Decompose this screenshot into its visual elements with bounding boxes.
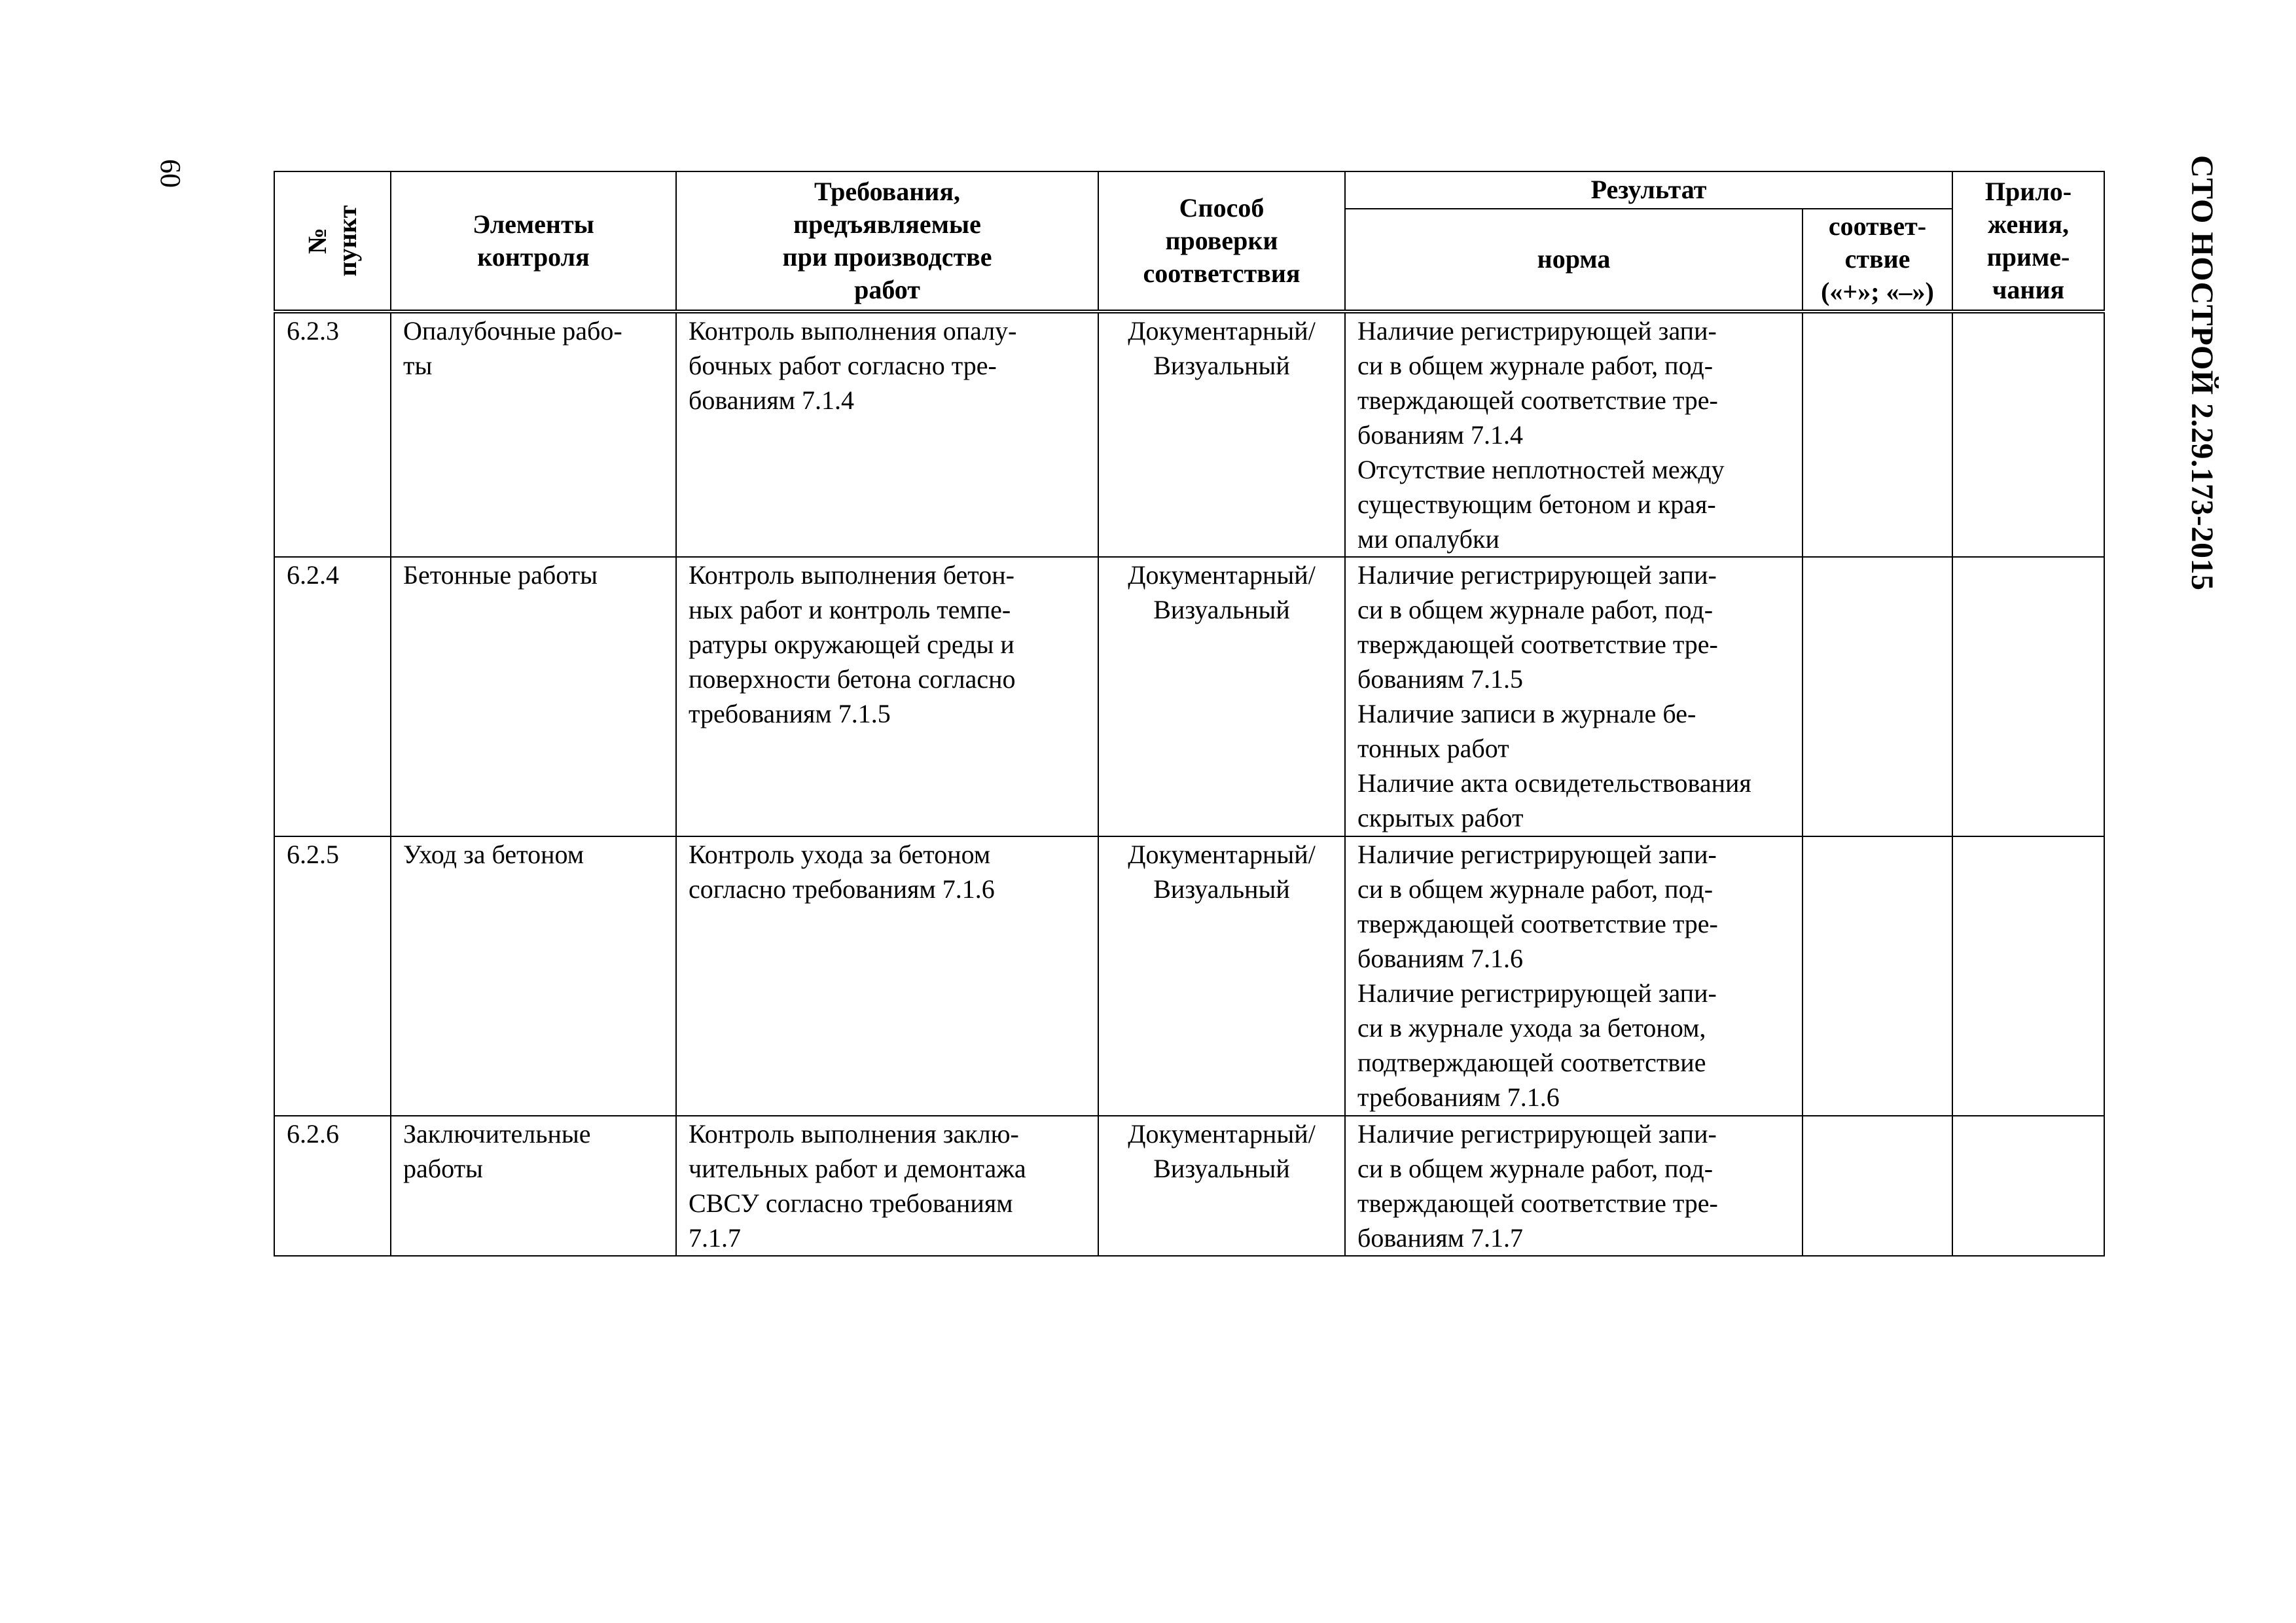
row-method: Документарный/ Визуальный xyxy=(1098,836,1345,1116)
row-element: Опалубочные рабо- ты xyxy=(391,312,676,557)
table-body xyxy=(274,312,2104,1256)
header-norm: норма xyxy=(1345,209,1803,312)
header-notes: Прило- жения, приме- чания xyxy=(1952,171,2104,312)
header-elements: Элементы контроля xyxy=(391,171,676,312)
row-norm: Наличие регистрирующей запи- си в общем журнале работ, под- тверждающей соответствие тре- бованиям 7.1.4 Отсутствие неплотностей между существующим бетоном и края- ми опалубки xyxy=(1345,312,1803,557)
row-compliance xyxy=(1803,836,1952,1116)
table-row xyxy=(274,312,2104,557)
row-norm: Наличие регистрирующей запи- си в общем журнале работ, под- тверждающей соответствие тре- бованиям 7.1.7 xyxy=(1345,1116,1803,1256)
row-notes xyxy=(1952,557,2104,836)
row-requirement: Контроль ухода за бетоном согласно требованиям 7.1.6 xyxy=(676,836,1098,1116)
row-compliance xyxy=(1803,312,1952,557)
row-norm: Наличие регистрирующей запи- си в общем журнале работ, под- тверждающей соответствие тре- бованиям 7.1.5 Наличие записи в журнале бе- тонных работ Наличие акта освидетельствования скрытых работ xyxy=(1345,557,1803,836)
header-result: Результат xyxy=(1345,171,1952,209)
row-num: 6.2.3 xyxy=(274,312,391,557)
row-requirement: Контроль выполнения опалу- бочных работ согласно тре- бованиям 7.1.4 xyxy=(676,312,1098,557)
row-norm: Наличие регистрирующей запи- си в общем журнале работ, под- тверждающей соответствие тре- бованиям 7.1.6 Наличие регистрирующей запи- си в журнале ухода за бетоном, подтверждающей соответствие требованиям 7.1.6 xyxy=(1345,836,1803,1116)
document-code: СТО НОСТРОЙ 2.29.173-2015 xyxy=(2185,155,2219,591)
row-method: Документарный/ Визуальный xyxy=(1098,312,1345,557)
row-requirement: Контроль выполнения бетон- ных работ и контроль темпе- ратуры окружающей среды и поверхности бетона согласно требованиям 7.1.5 xyxy=(676,557,1098,836)
row-requirement: Контроль выполнения заклю- чительных работ и демонтажа СВСУ согласно требованиям 7.1.7 xyxy=(676,1116,1098,1256)
row-notes xyxy=(1952,836,2104,1116)
page-number: 60 xyxy=(154,159,187,188)
header-requirements: Требования, предъявляемые при производстве работ xyxy=(676,171,1098,312)
row-element: Уход за бетоном xyxy=(391,836,676,1116)
row-element: Заключительные работы xyxy=(391,1116,676,1256)
table-row xyxy=(274,557,2104,836)
row-method: Документарный/ Визуальный xyxy=(1098,557,1345,836)
table-header xyxy=(274,171,2104,312)
row-num: 6.2.5 xyxy=(274,836,391,1116)
table-row xyxy=(274,836,2104,1116)
header-compliance: соответ- ствие («+»; «–») xyxy=(1803,209,1952,312)
row-compliance xyxy=(1803,1116,1952,1256)
inspection-table xyxy=(274,171,2105,1257)
row-notes xyxy=(1952,312,2104,557)
header-num-text: № пункт xyxy=(302,205,362,277)
header-num xyxy=(274,171,391,312)
row-notes xyxy=(1952,1116,2104,1256)
table-row xyxy=(274,1116,2104,1256)
row-num: 6.2.4 xyxy=(274,557,391,836)
row-method: Документарный/ Визуальный xyxy=(1098,1116,1345,1256)
row-num: 6.2.6 xyxy=(274,1116,391,1256)
row-element: Бетонные работы xyxy=(391,557,676,836)
header-method: Способ проверки соответствия xyxy=(1098,171,1345,312)
row-compliance xyxy=(1803,557,1952,836)
